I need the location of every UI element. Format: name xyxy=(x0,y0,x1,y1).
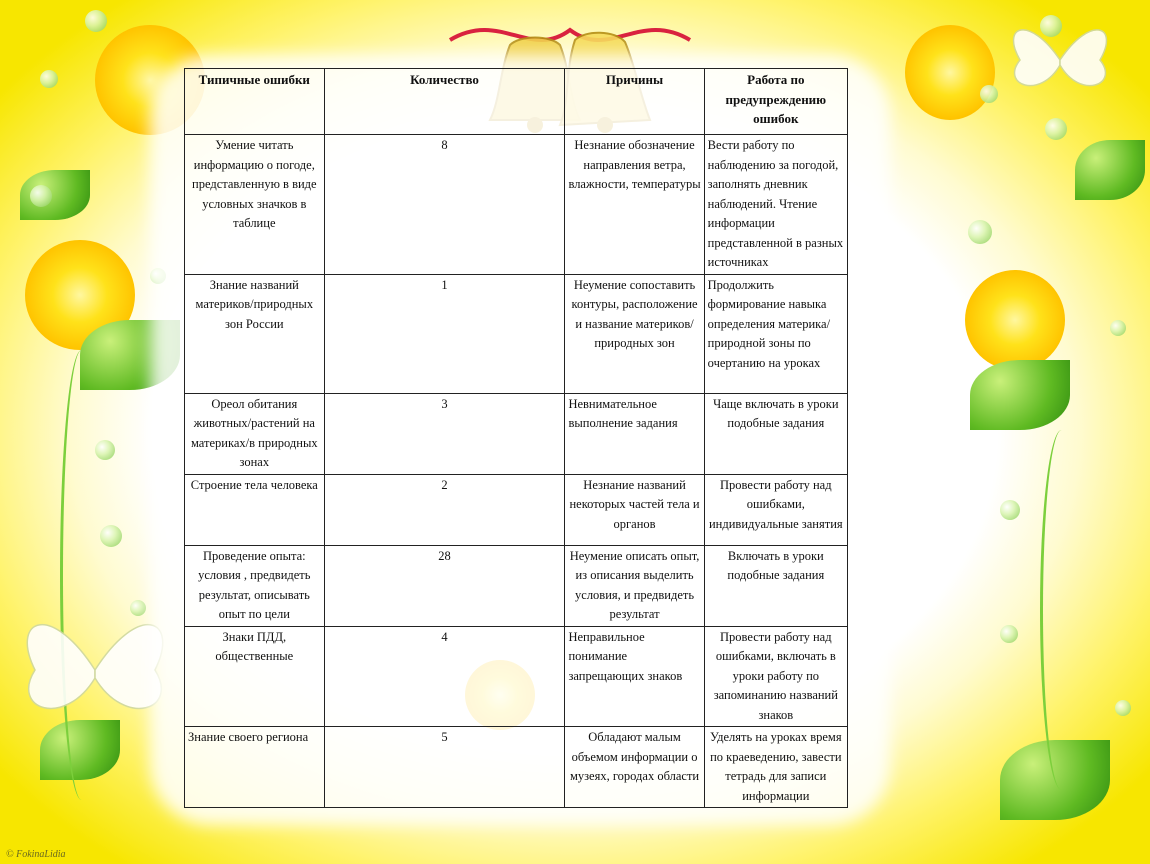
cell-error: Знаки ПДД, общественные xyxy=(185,626,325,727)
table-row xyxy=(185,393,848,474)
cell-cause: Обладают малым объемом информации о музеях, городах области xyxy=(565,727,704,808)
cell-count: 4 xyxy=(324,626,565,727)
cell-count: 8 xyxy=(324,135,565,275)
cell-count: 1 xyxy=(324,274,565,393)
signature: © FokinaLidia xyxy=(6,849,66,860)
cell-cause: Незнание обозначение направления ветра, влажности, температуры xyxy=(565,135,704,275)
cell-count: 2 xyxy=(324,474,565,545)
cell-cause: Невнимательное выполнение задания xyxy=(565,393,704,474)
table-row xyxy=(185,545,848,626)
flower-top-right xyxy=(905,25,995,120)
bubble xyxy=(85,10,107,32)
leaf-right-1 xyxy=(1075,140,1145,200)
cell-work: Включать в уроки подобные задания xyxy=(704,545,847,626)
cell-error: Строение тела человека xyxy=(185,474,325,545)
table-header-row xyxy=(185,69,848,135)
header-errors: Типичные ошибки xyxy=(185,69,325,135)
bubble xyxy=(1110,320,1126,336)
leaf-right-2 xyxy=(970,360,1070,430)
table-row xyxy=(185,474,848,545)
cell-cause: Неумение описать опыт, из описания выделить условия, и предвидеть результат xyxy=(565,545,704,626)
butterfly-top-right xyxy=(1000,15,1120,105)
bubble xyxy=(40,70,58,88)
cell-work: Провести работу над ошибками, индивидуальные занятия xyxy=(704,474,847,545)
errors-table xyxy=(184,68,848,808)
cell-count: 28 xyxy=(324,545,565,626)
bubble xyxy=(980,85,998,103)
cell-cause: Незнание названий некоторых частей тела и органов xyxy=(565,474,704,545)
cell-error: Ореол обитания животных/растений на материках/в природных зонах xyxy=(185,393,325,474)
cell-work: Чаще включать в уроки подобные задания xyxy=(704,393,847,474)
bubble xyxy=(1000,625,1018,643)
cell-error: Знание своего региона xyxy=(185,727,325,808)
table-row xyxy=(185,274,848,393)
cell-error: Знание названий материков/природных зон России xyxy=(185,274,325,393)
bubble xyxy=(95,440,115,460)
cell-count: 5 xyxy=(324,727,565,808)
cell-count: 3 xyxy=(324,393,565,474)
bubble xyxy=(1115,700,1131,716)
bubble xyxy=(30,185,52,207)
cell-work: Продолжить формирование навыка определения материка/природной зоны по очертанию на уроках xyxy=(704,274,847,393)
stem-right xyxy=(1040,430,1083,790)
stem-left xyxy=(60,350,103,800)
cell-cause: Неправильное понимание запрещающих знаков xyxy=(565,626,704,727)
cell-work: Провести работу над ошибками, включать в уроки работу по запоминанию названий знаков xyxy=(704,626,847,727)
header-work: Работа по предупреждению ошибок xyxy=(704,69,847,135)
table-row xyxy=(185,135,848,275)
header-causes: Причины xyxy=(565,69,704,135)
header-count: Количество xyxy=(324,69,565,135)
cell-cause: Неумение сопоставить контуры, расположение и название материков/природных зон xyxy=(565,274,704,393)
bubble xyxy=(968,220,992,244)
bubble xyxy=(1000,500,1020,520)
cell-work: Уделять на уроках время по краеведению, завести тетрадь для записи информации xyxy=(704,727,847,808)
cell-work: Вести работу по наблюдению за погодой, заполнять дневник наблюдений. Чтение информации представленной в разных источниках xyxy=(704,135,847,275)
cell-error: Умение читать информацию о погоде, представленную в виде условных значков в таблице xyxy=(185,135,325,275)
bubble xyxy=(100,525,122,547)
table-row xyxy=(185,626,848,727)
table-row xyxy=(185,727,848,808)
cell-error: Проведение опыта: условия , предвидеть результат, описывать опыт по цели xyxy=(185,545,325,626)
bubble xyxy=(1045,118,1067,140)
flower-right xyxy=(965,270,1065,370)
